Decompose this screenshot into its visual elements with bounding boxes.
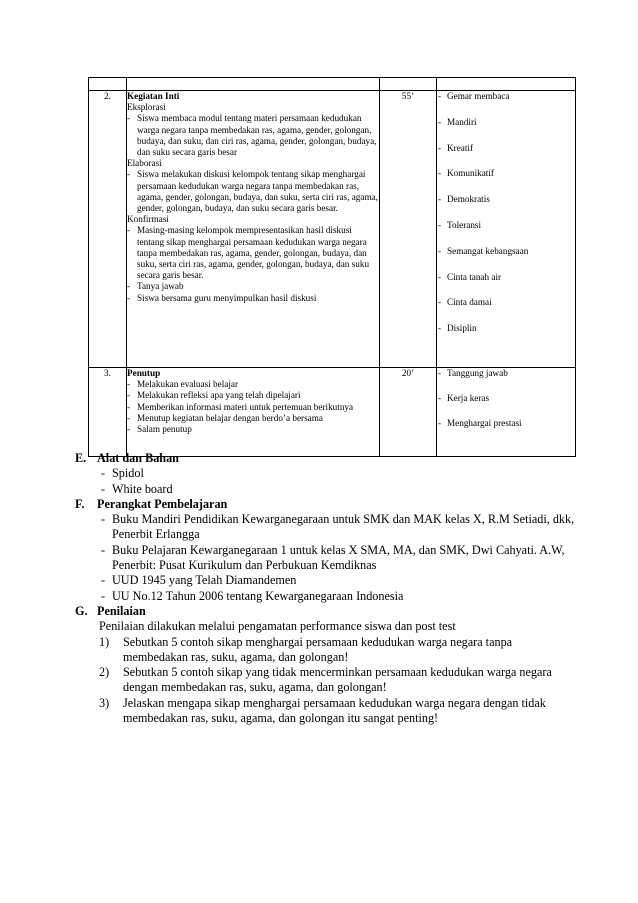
- list-item: - UU No.12 Tahun 2006 tentang Kewarganegaraan Indonesia: [99, 589, 575, 604]
- list-item: - Buku Pelajaran Kewarganegaraan 1 untuk kelas X SMA, MA, dan SMK, Dwi Cahyati. A.W, Penerbit: Pusat Kurikulum dan Perbukuan Kemdiknas: [99, 543, 575, 574]
- question-item: [99, 635, 575, 666]
- section-title: Alat dan Bahan: [97, 451, 179, 465]
- activity-title: Penutup: [127, 368, 161, 378]
- lesson-activity-table: [88, 77, 576, 457]
- table-row-kegiatan-inti: [89, 91, 576, 368]
- row-number: 3.: [89, 368, 127, 457]
- character-values-cell: [437, 91, 576, 368]
- character-value: - Gemar membaca: [437, 91, 575, 102]
- list-item: - Spidol: [99, 466, 575, 481]
- time-allocation: 55’: [380, 91, 437, 368]
- question-text: Sebutkan 5 contoh sikap yang tidak mencerminkan persamaan kedudukan warga negara dengan membedakan ras, suku, agama, dan golongan!: [123, 665, 552, 695]
- character-value: - Semangat kebangsaan: [437, 246, 575, 257]
- question-text: Sebutkan 5 contoh sikap menghargai persamaan kedudukan warga negara tanpa membedakan ras, suku, agama, dan golongan!: [123, 634, 513, 664]
- character-value: - Disiplin: [437, 323, 575, 334]
- character-value: - Toleransi: [437, 220, 575, 231]
- section-title: Perangkat Pembelajaran: [97, 496, 228, 511]
- activity-cell: [127, 91, 380, 368]
- table-row-penutup: [89, 368, 576, 457]
- question-item: [99, 696, 575, 727]
- question-text: Jelaskan mengapa sikap menghargai persamaan kedudukan warga negara dengan tidak membedakan ras, suku, agama, dan golongan itu sangat penting!: [123, 695, 546, 726]
- list-item: - Menutup kegiatan belajar dengan berdo’a bersama: [127, 413, 379, 424]
- character-value: - Menghargai prestasi: [437, 418, 575, 429]
- character-value: - Cinta tanah air: [437, 272, 575, 283]
- list-item: - Siswa bersama guru menyimpulkan hasil diskusi: [127, 293, 379, 304]
- character-value: - Cinta damai: [437, 297, 575, 308]
- time-allocation: 20’: [380, 368, 437, 457]
- list-item: - Siswa membaca modul tentang materi persamaan kedudukan warga negara tanpa membedakan ras, agama, gender, golongan, budaya, dan suku, dan ciri ras, agama, gender, golongan, budaya, dan suku secara garis besar: [127, 113, 379, 158]
- section-heading-f: [75, 497, 575, 512]
- section-heading-e: [75, 451, 575, 466]
- character-value: - Komunikatif: [437, 168, 575, 179]
- section-label-konfirmasi: Konfirmasi: [127, 214, 169, 225]
- list-item: - Masing-masing kelompok mempresentasikan hasil diskusi tentang sikap menghargai persamaan kedudukan warga negara tanpa membedakan ras, agama, gender, golongan, budaya, dan suku, serta ciri ras, agama, gender, golongan, budaya, dan suku secara garis besar.: [127, 225, 379, 281]
- activity-title: Kegiatan Inti: [127, 91, 180, 101]
- section-heading-g: [75, 604, 575, 619]
- character-value: - Demokratis: [437, 194, 575, 205]
- table-header-row: [89, 78, 576, 91]
- section-letter: E.: [75, 451, 87, 465]
- list-item: - White board: [99, 482, 575, 497]
- section-label-elaborasi: Elaborasi: [127, 158, 162, 169]
- document-body: [75, 451, 575, 726]
- activity-cell: [127, 368, 380, 457]
- question-item: [99, 665, 575, 696]
- character-value: - Mandiri: [437, 117, 575, 128]
- character-value: - Tanggung jawab: [437, 368, 575, 379]
- row-number: 2.: [89, 91, 127, 368]
- question-number: 2): [99, 665, 110, 680]
- list-item: - Tanya jawab: [127, 281, 379, 292]
- section-letter: G.: [75, 603, 88, 618]
- character-value: - Kreatif: [437, 143, 575, 154]
- character-value: - Kerja keras: [437, 393, 575, 404]
- assessment-intro: Penilaian dilakukan melalui pengamatan performance siswa dan post test: [99, 619, 456, 634]
- list-item: - UUD 1945 yang Telah Diamandemen: [99, 573, 575, 588]
- list-item: - Siswa melakukan diskusi kelompok tentang sikap menghargai persamaan kedudukan warga negara tanpa membedakan ras, agama, gender, golongan, budaya, dan suku, serta ciri ras, agama, gender, golongan, budaya, dan suku secara garis besar.: [127, 169, 379, 214]
- character-values-cell: [437, 368, 576, 457]
- section-label-eksplorasi: Eksplorasi: [127, 102, 166, 113]
- list-item: - Salam penutup: [127, 424, 379, 435]
- list-item: - Melakukan evaluasi belajar: [127, 379, 379, 390]
- question-number: 3): [99, 695, 110, 710]
- list-item: - Melakukan refleksi apa yang telah dipelajari: [127, 390, 379, 401]
- question-number: 1): [99, 634, 110, 649]
- section-title: Penilaian: [97, 603, 146, 618]
- list-item: - Memberikan informasi materi untuk pertemuan berikutnya: [127, 402, 379, 413]
- section-letter: F.: [75, 496, 85, 511]
- list-item: - Buku Mandiri Pendidikan Kewarganegaraan untuk SMK dan MAK kelas X, R.M Setiadi, dkk, Penerbit Erlangga: [99, 512, 575, 543]
